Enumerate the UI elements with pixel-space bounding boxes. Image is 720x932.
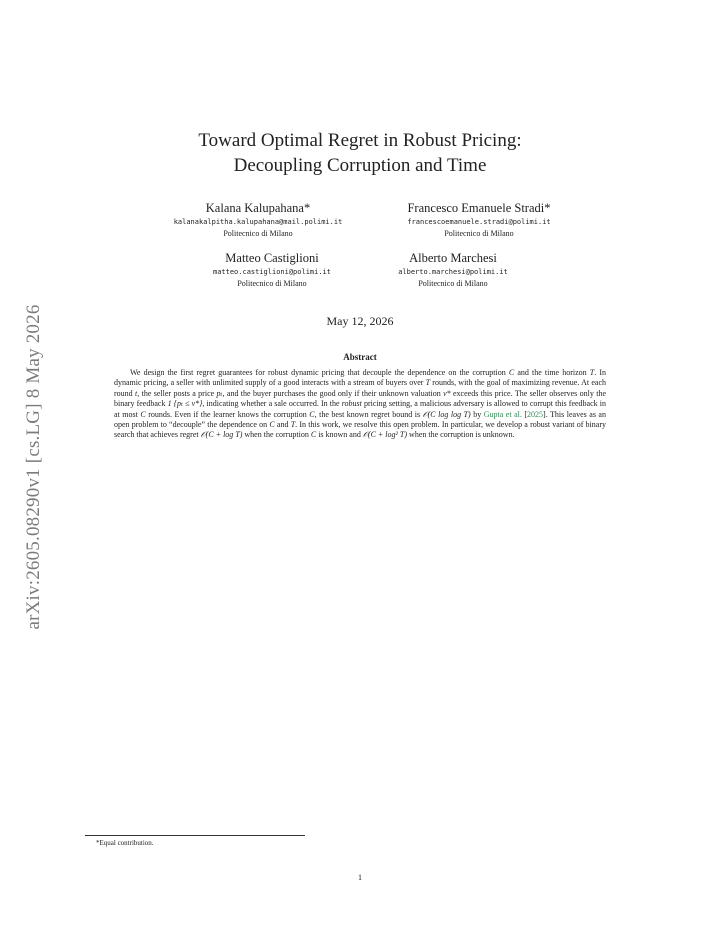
citation-link[interactable]: Gupta et al. (483, 409, 522, 419)
author-block-2 (349, 200, 609, 239)
author-name: Matteo Castiglioni (225, 251, 319, 265)
author-email[interactable]: matteo.castiglioni@polimi.it (212, 268, 331, 276)
footnote-divider (85, 835, 305, 836)
author-affiliation: Politecnico di Milano (223, 229, 293, 238)
author-affiliation: Politecnico di Milano (237, 279, 307, 288)
abstract-heading: Abstract (343, 352, 377, 362)
author-block-4 (323, 250, 583, 289)
abstract-paragraph: We design the first regret guarantees for robust dynamic pricing that decouple the dependence on the corruption C and the time horizon T. In dynamic pricing, a seller with unlimited supply of a good interacts with a stream of buyers over T rounds, with the goal of maximizing revenue. At each round t, the seller posts a price pₜ, and the buyer purchases the good only if their unknown valuation v* exceeds this price. The seller observes only the binary feedback 1 {pₜ ≤ v*}, indicating whether a sale occurred. In the robust pricing setting, a malicious adversary is allowed to corrupt this feedback in at most C rounds. Even if the learner knows the corruption C, the best known regret bound is 𝒪(C log log T) by Gupta et al. [2025]. This leaves as an open problem to “decouple” the dependence on C and T. In this work, we resolve this open problem. In particular, we develop a robust variant of binary search that achieves regret 𝒪(C + log T) when the corruption C is known and 𝒪(C + log² T) when the corruption is unknown. (114, 368, 607, 440)
page-number: 1 (358, 873, 362, 882)
author-name: Alberto Marchesi (409, 251, 497, 265)
citation-year-link[interactable]: 2025 (527, 409, 544, 419)
footnote: *Equal contribution. (96, 839, 154, 847)
title-line-1: Toward Optimal Regret in Robust Pricing: (198, 130, 522, 151)
abstract-body (114, 368, 606, 441)
arxiv-identifier: arXiv:2605.08290v1 [cs.LG] 8 May 2026 (23, 304, 44, 630)
author-email[interactable]: alberto.marchesi@polimi.it (398, 268, 508, 276)
author-name: Francesco Emanuele Stradi* (407, 201, 551, 215)
author-name: Kalana Kalupahana* (205, 201, 311, 215)
paper-title (0, 128, 720, 178)
author-email[interactable]: francescoemanuele.stradi@polimi.it (407, 218, 551, 226)
author-affiliation: Politecnico di Milano (418, 279, 488, 288)
publication-date: May 12, 2026 (326, 314, 394, 328)
author-affiliation: Politecnico di Milano (444, 229, 514, 238)
author-email[interactable]: kalanakalpitha.kalupahana@mail.polimi.it (173, 218, 343, 226)
title-line-2: Decoupling Corruption and Time (233, 155, 487, 176)
